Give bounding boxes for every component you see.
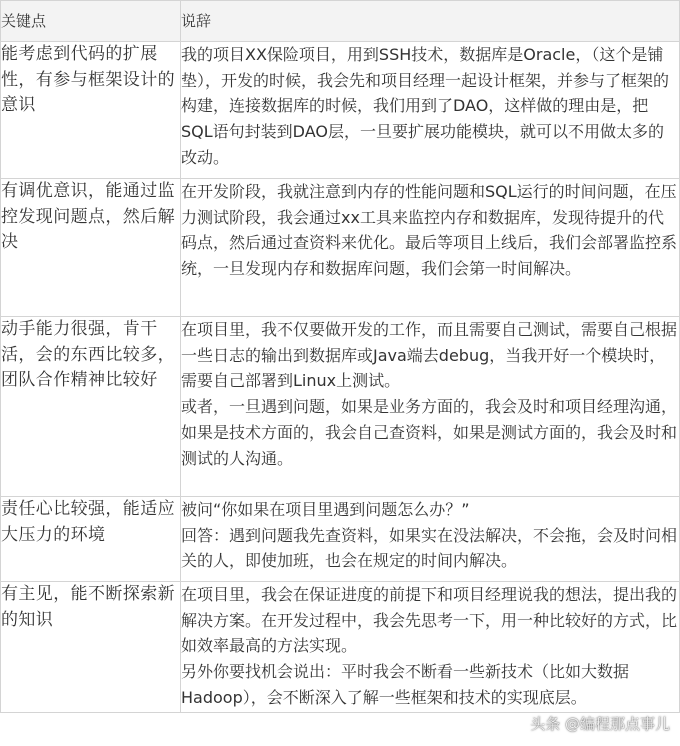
key-point-cell: 有调优意识，能通过监控发现问题点，然后解决 (1, 179, 181, 317)
key-point-cell: 能考虑到代码的扩展性，有参与框架设计的意识 (1, 42, 181, 179)
key-point-cell: 责任心比较强，能适应大压力的环境 (1, 497, 181, 582)
header-key: 关键点 (1, 1, 181, 42)
speech-cell (181, 317, 680, 497)
header-speech: 说辞 (181, 1, 680, 42)
speech-cell (181, 179, 680, 317)
key-point-cell: 动手能力很强，肯干活，会的东西比较多，团队合作精神比较好 (1, 317, 181, 497)
speech-cell (181, 497, 680, 582)
table-row (1, 582, 680, 713)
speech-cell (181, 42, 680, 179)
speech-paragraph: 在项目里，我会在保证进度的前提下和项目经理说我的想法，提出我的解决方案。在开发过程中，我会先思考一下，用一种比较好的方式，比如效率最高的方法实现。 (181, 585, 678, 656)
speech-paragraph: 我的项目XX保险项目，用到SSH技术，数据库是Oracle，（这个是铺垫），开发的时候，我会先和项目经理一起设计框架，并参与了框架的构建，连接数据库的时候，我们用到了DAO，这样做的理由是，把SQL语句封装到DAO层，一旦要扩展功能模块，就可以不用做太多的改动。 (181, 45, 670, 167)
key-point-cell: 有主见，能不断探索新的知识 (1, 582, 181, 713)
speech-paragraph: 回答：遇到问题我先查资料，如果实在没法解决，不会拖，会及时问相关的人，即使加班，也会在规定的时间内解决。 (181, 525, 678, 571)
header-row (1, 1, 680, 42)
speech-cell (181, 582, 680, 713)
watermark: 头条 @编程那点事儿 (530, 715, 670, 733)
table-row (1, 179, 680, 317)
speech-paragraph: 或者，一旦遇到问题，如果是业务方面的，我会及时和项目经理沟通，如果是技术方面的，我会自己查资料，如果是测试方面的，我会及时和测试的人沟通。 (181, 397, 678, 468)
table-row (1, 42, 680, 179)
table-row (1, 497, 680, 582)
speech-paragraph: 另外你要找机会说出：平时我会不断看一些新技术（比如大数据Hadoop），会不断深入了解一些框架和技术的实现底层。 (181, 662, 630, 707)
speech-paragraph: 被问“你如果在项目里遇到问题怎么办？” (181, 500, 470, 519)
speech-paragraph: 在开发阶段，我就注意到内存的性能问题和SQL运行的时间问题，在压力测试阶段，我会通过xx工具来监控内存和数据库，发现待提升的代码点，然后通过查资料来优化。最后等项目上线后，我们会部署监控系统，一旦发现内存和数据库问题，我们会第一时间解决。 (181, 182, 678, 279)
speech-paragraph: 在项目里，我不仅要做开发的工作，而且需要自己测试，需要自己根据一些日志的输出到数据库或Java端去debug，当我开好一个模块时，需要自己部署到Linux上测试。 (181, 320, 678, 391)
table-row (1, 317, 680, 497)
